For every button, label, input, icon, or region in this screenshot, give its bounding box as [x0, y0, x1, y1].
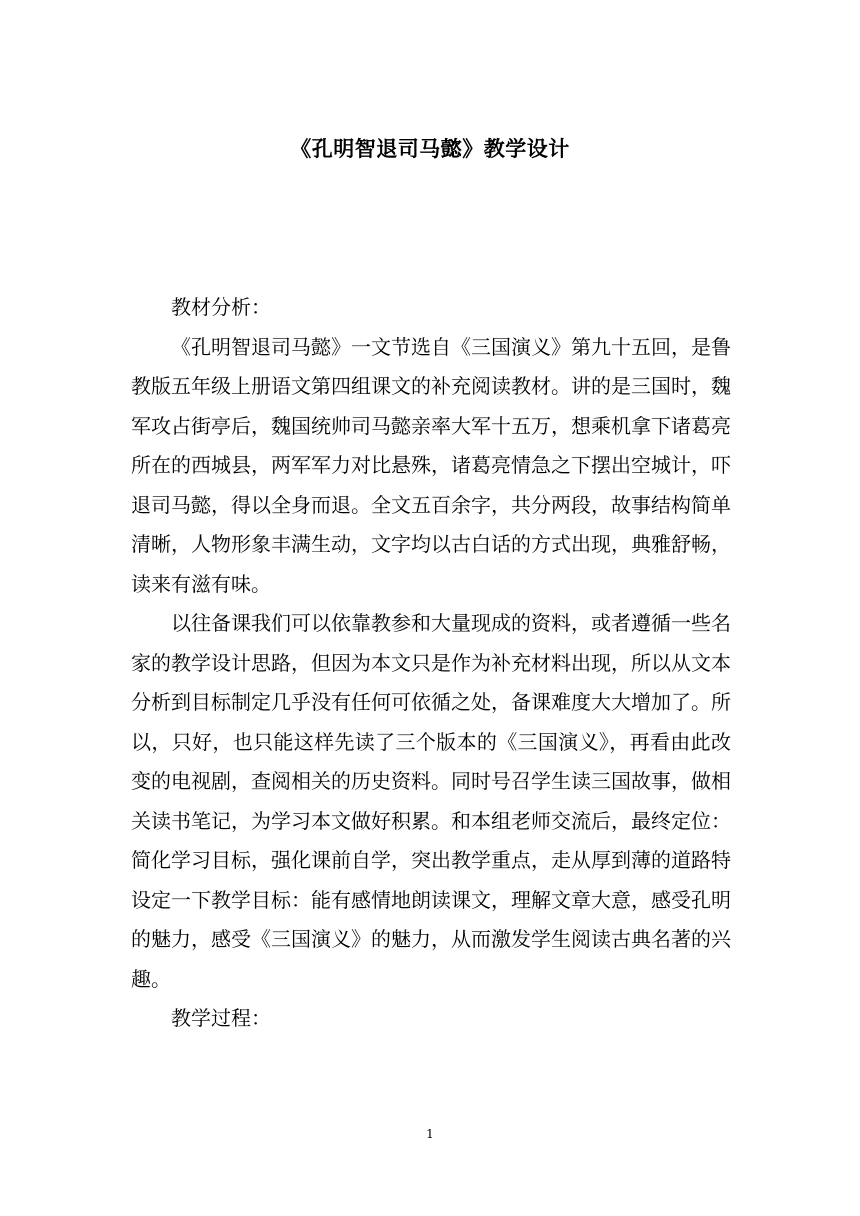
section-heading-analysis: 教材分析： — [171, 295, 271, 319]
page-number: 1 — [426, 1127, 434, 1141]
paragraph-analysis-1: 《孔明智退司马懿》一文节选自《三国演义》第九十五回，是鲁教版五年级上册语文第四组课文的补充阅读教材。讲的是三国时，魏军攻占街亭后，魏国统帅司马懿亲率大军十五万，想乘机拿下诸葛亮所在的西城县，两军军力对比悬殊，诸葛亮情急之下摆出空城计，吓退司马懿，得以全身而退。全文五百余字，共分两段，故事结构简单清晰，人物形象丰满生动，文字均以古白话的方式出现，典雅舒畅，读来有滋有味。 — [131, 334, 731, 596]
paragraph-analysis-2: 以往备课我们可以依靠教参和大量现成的资料，或者遵循一些名家的教学设计思路，但因为本文只是作为补充材料出现，所以从文本分析到目标制定几乎没有任何可依循之处，备课难度大大增加了。所以，只好，也只能这样先读了三个版本的《三国演义》，再看由此改变的电视剧，查阅相关的历史资料。同时号召学生读三国故事，做相关读书笔记，为学习本文做好积累。和本组老师交流后，最终定位：简化学习目标，强化课前自学，突出教学重点，走从厚到薄的道路特设定一下教学目标：能有感情地朗读课文，理解文章大意，感受孔明的魅力，感受《三国演义》的魅力，从而激发学生阅读古典名著的兴趣。 — [131, 611, 731, 991]
document-title: 《孔明智退司马懿》教学设计 — [290, 136, 570, 161]
section-heading-process: 教学过程： — [171, 1006, 271, 1030]
document-body — [131, 288, 731, 1039]
